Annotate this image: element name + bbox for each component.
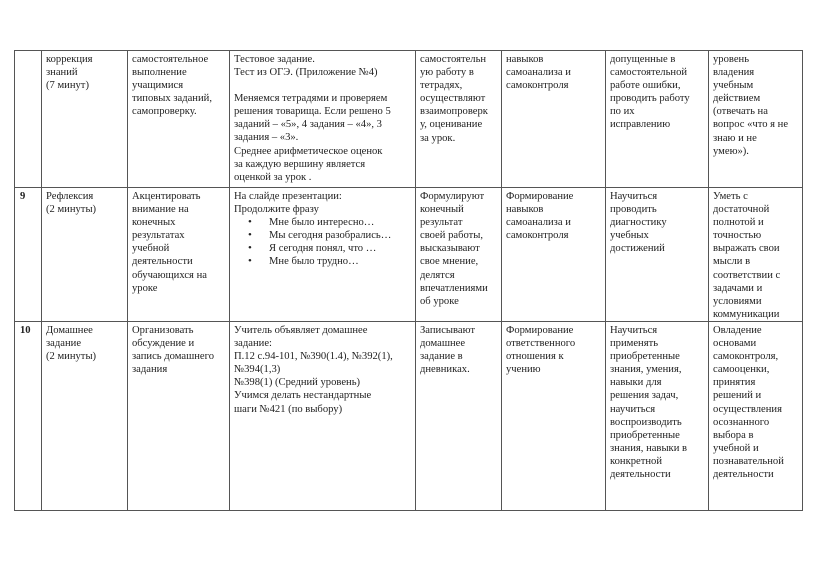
text-line: учебной — [132, 243, 170, 255]
text-line: Тест из ОГЭ. (Приложение №4) — [234, 67, 378, 79]
text-line: результат — [420, 217, 463, 229]
text-line: учебных — [610, 230, 649, 242]
text-line: допущенные в — [610, 54, 676, 65]
teacher-activity-cell — [128, 188, 230, 322]
text-line: своей работы, — [420, 230, 484, 242]
text-line: за каждую вершину является — [234, 158, 366, 170]
text-line: работе ошибки, — [610, 80, 681, 92]
text-line: Уметь с — [713, 191, 748, 202]
text-line: уровень — [713, 54, 750, 65]
text-line: заданий – «5», 4 задания – «4», 3 — [234, 119, 382, 131]
text-line: осуществляют — [420, 93, 486, 105]
text-line: самоанализа и — [506, 67, 571, 79]
text-line: у, оценивание — [420, 119, 483, 131]
text-line: отношения к — [506, 351, 564, 363]
skills-cell — [709, 322, 803, 511]
text-line: делятся — [420, 269, 455, 281]
text-line: Учимся делать нестандартные — [234, 390, 372, 402]
student-activity-cell — [416, 51, 502, 188]
list-item: • Мы сегодня разобрались… — [248, 229, 411, 242]
text-line: Тестовое задание. — [234, 54, 315, 65]
text-line: навыков — [506, 54, 544, 65]
text-line: свое мнение, — [420, 256, 479, 268]
text-line: знаю и не — [713, 132, 757, 144]
results-cell — [606, 322, 709, 511]
stage-cell — [42, 188, 128, 322]
text-line: самоконтроля, — [713, 351, 779, 363]
text-line: Среднее арифметическое оценок — [234, 145, 383, 157]
text-line: применять — [610, 338, 659, 350]
list-item: • Мне было трудно… — [248, 255, 411, 268]
row-number: 10 — [15, 322, 42, 511]
text-line: взаимопроверк — [420, 106, 488, 118]
text-line: достаточной — [713, 204, 770, 216]
text-line: уроке — [132, 282, 158, 294]
text-line: задание — [46, 338, 82, 350]
text-line: самостоятельн — [420, 54, 487, 65]
reflection-phrase-list — [234, 216, 411, 268]
text-line: задания — [132, 364, 168, 376]
text-line: запись домашнего — [132, 351, 214, 363]
text-line: знания, умения, — [610, 364, 682, 376]
lesson-plan-table — [14, 50, 803, 511]
text-line: Формирование — [506, 191, 574, 202]
text-line: Рефлексия — [46, 191, 94, 202]
text-line: (2 минуты) — [46, 351, 97, 363]
skills-cell — [709, 51, 803, 188]
text-line: учащимися — [132, 80, 184, 92]
uud-cell — [502, 51, 606, 188]
text-line: обсуждение и — [132, 338, 195, 350]
text-line: диагностику — [610, 217, 667, 229]
text-line: (отвечать на — [713, 106, 768, 118]
text-line: Научиться — [610, 325, 658, 336]
text-line: умею»). — [713, 145, 749, 157]
text-line: действием — [713, 93, 761, 105]
content-cell — [230, 322, 416, 511]
text-line: самостоятельное — [132, 54, 209, 65]
text-line: оценкой за урок . — [234, 171, 312, 183]
text-line: шаги №421 (по выбору) — [234, 403, 343, 415]
text-line: решений и — [713, 390, 762, 402]
text-line: домашнее — [420, 338, 466, 350]
text-line: самостоятельной — [610, 67, 688, 79]
text-line: деятельности — [132, 256, 193, 268]
text-line: выполнение — [132, 67, 187, 79]
text-line: ответственного — [506, 338, 576, 350]
text-line: На слайде презентации: — [234, 191, 342, 202]
text-line: выражать свои — [713, 243, 780, 255]
text-line: обучающихся на — [132, 269, 207, 281]
teacher-activity-cell — [128, 51, 230, 188]
text-line: владения — [713, 67, 755, 79]
text-line: полнотой и — [713, 217, 764, 229]
text-line: проводить — [610, 204, 657, 216]
text-line: учебным — [713, 80, 754, 92]
text-line: конечных — [132, 217, 176, 229]
text-line: принятия — [713, 377, 756, 389]
student-activity-cell — [416, 188, 502, 322]
text-line: тетрадях, — [420, 80, 463, 92]
text-line: Домашнее — [46, 325, 93, 336]
text-line: №394(1,3) — [234, 364, 281, 376]
content-cell — [230, 51, 416, 188]
text-line: учению — [506, 364, 541, 376]
table-row — [15, 322, 803, 511]
text-line: (2 минуты) — [46, 204, 97, 216]
text-line: Овладение — [713, 325, 762, 336]
text-line: коммуникации — [713, 308, 780, 320]
text-line: типовых заданий, — [132, 93, 212, 105]
row-number — [15, 51, 42, 188]
list-item: • Мне было интересно… — [248, 216, 411, 229]
results-cell — [606, 188, 709, 322]
table-row — [15, 188, 803, 322]
text-line: самоанализа и — [506, 217, 571, 229]
text-line: решения товарища. Если решено 5 — [234, 106, 391, 118]
text-line: задания – «3». — [234, 132, 299, 144]
text-line: решения задач, — [610, 390, 679, 402]
text-line: самоконтроля — [506, 230, 569, 242]
text-line: познавательной — [713, 455, 784, 467]
text-line: вопрос «что я не — [713, 119, 789, 131]
text-line: научиться — [610, 403, 656, 415]
text-line: самооценки, — [713, 364, 770, 376]
teacher-activity-cell — [128, 322, 230, 511]
text-line: конечный — [420, 204, 464, 216]
text-line: соответствии с — [713, 269, 781, 281]
text-line: Формирование — [506, 325, 574, 336]
text-line: деятельности — [610, 469, 671, 481]
stage-cell — [42, 322, 128, 511]
text-line: мысли в — [713, 256, 751, 268]
text-line: дневниках. — [420, 364, 470, 376]
text-line: результатах — [132, 230, 185, 242]
text-line: Меняемся тетрадями и проверяем — [234, 93, 388, 105]
list-item: • Я сегодня понял, что … — [248, 242, 411, 255]
uud-cell — [502, 188, 606, 322]
text-line: впечатлениями — [420, 282, 488, 294]
text-line: самопроверку. — [132, 106, 197, 118]
row-number: 9 — [15, 188, 42, 322]
text-line: (7 минут) — [46, 80, 89, 92]
text-line: об уроке — [420, 295, 459, 307]
table-row — [15, 51, 803, 188]
text-line: Научиться — [610, 191, 658, 202]
text-line: самоконтроля — [506, 80, 569, 92]
text-line: №398(1) (Средний уровень) — [234, 377, 361, 389]
text-line: проводить работу — [610, 93, 690, 105]
text-line: исправлению — [610, 119, 671, 131]
text-line: деятельности — [713, 469, 774, 481]
text-line: задание в — [420, 351, 463, 363]
text-line: осуществления — [713, 403, 782, 415]
text-line: учебной и — [713, 442, 759, 454]
text-line: за урок. — [420, 132, 456, 144]
text-line: знания, навыки в — [610, 442, 688, 454]
text-line: навыки для — [610, 377, 662, 389]
text-line: внимание на — [132, 204, 189, 216]
text-line: по их — [610, 106, 635, 118]
text-line: Организовать — [132, 325, 194, 336]
text-line: П.12 с.94-101, №390(1.4), №392(1), — [234, 351, 393, 363]
stage-cell — [42, 51, 128, 188]
student-activity-cell — [416, 322, 502, 511]
text-line: Формулируют — [420, 191, 485, 202]
text-line: приобретенные — [610, 351, 680, 363]
text-line: точностью — [713, 230, 762, 242]
text-line: Акцентировать — [132, 191, 201, 202]
skills-cell — [709, 188, 803, 322]
text-line: выбора в — [713, 429, 754, 441]
results-cell — [606, 51, 709, 188]
text-line: задачами и — [713, 282, 763, 294]
text-line: осознанного — [713, 416, 770, 428]
text-line: задание: — [234, 338, 272, 350]
text-line: Продолжите фразу — [234, 204, 319, 216]
text-line: условиями — [713, 295, 762, 307]
text-line: коррекция — [46, 54, 93, 65]
text-line: ую работу в — [420, 67, 474, 79]
content-cell — [230, 188, 416, 322]
text-line: воспроизводить — [610, 416, 682, 428]
text-line: приобретенные — [610, 429, 680, 441]
text-line: Записывают — [420, 325, 475, 336]
text-line: знаний — [46, 67, 78, 79]
text-line: достижений — [610, 243, 665, 255]
text-line: навыков — [506, 204, 544, 216]
text-line: конкретной — [610, 455, 662, 467]
text-line: основами — [713, 338, 757, 350]
text-line: Учитель объявляет домашнее — [234, 325, 368, 336]
text-line: высказывают — [420, 243, 480, 255]
uud-cell — [502, 322, 606, 511]
